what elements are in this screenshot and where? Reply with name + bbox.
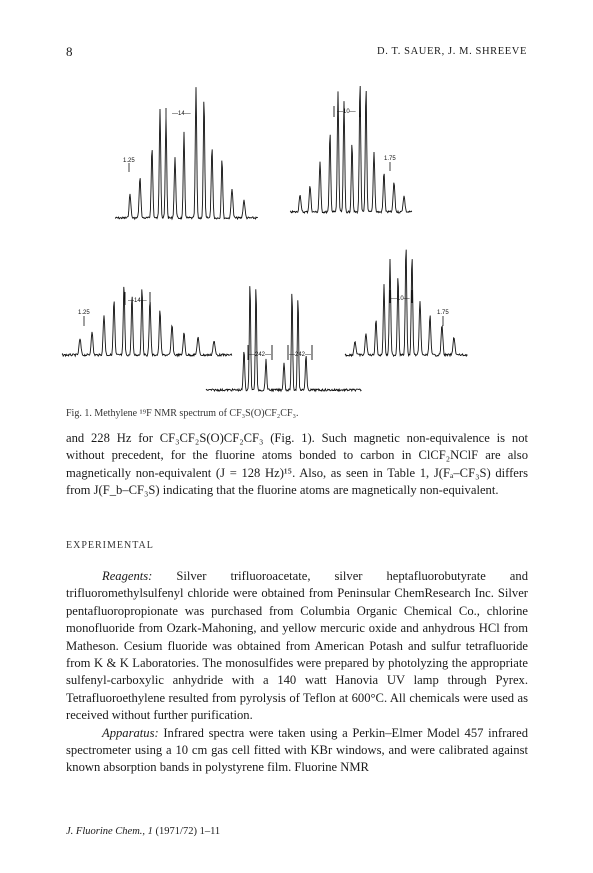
label-top-right-coupling: —10— xyxy=(337,109,356,115)
journal-volume: 1 xyxy=(147,826,153,837)
label-mid-left-ratio: 1.25 xyxy=(78,310,90,316)
journal-footer xyxy=(66,826,220,837)
label-top-left-coupling: —14— xyxy=(172,111,191,117)
apparatus-text: Infrared spectra were taken using a Perkin–Elmer Model 457 infrared spectrometer using a 10 cm gas cell fitted with KBr windows, and were calibrated against known absorption bands in polystyrene film. Fluorine NMR xyxy=(66,725,528,775)
label-center-left-coupling: —242— xyxy=(249,352,272,358)
spectrum-trace-center xyxy=(206,286,361,391)
journal-pages: (1971/72) 1–11 xyxy=(155,826,221,837)
label-mid-left-coupling: —14— xyxy=(128,298,147,304)
figure-caption: Fig. 1. Methylene ¹⁹F NMR spectrum of CF₃S(O)CF₂CF₃. xyxy=(66,408,299,419)
reagents-text: Silver trifluoroacetate, silver heptafluorobutyrate and trifluoromethylsulfenyl chloride were obtained from Peninsular ChemResearch Inc. Silver pentafluoropropionate was purchased from Columbia Organic Chemical Co., chlorine monofluoride from Ozark-Mahoning, and yellow mercuric oxide and anhydrous HCl from Matheson. Cesium fluoride was obtained from American Potash and sulfur tetrafluoride from K & K Laboratories. The monosulfides were prepared by photolyzing the appropriate sulfenyl-carboxylic anhydride with a 140 watt Hanovia UV lamp through Pyrex. Tetrafluoroethylene resulted from pyrolysis of Teflon at 600°C. All chemicals were used as received without further purification. xyxy=(66,569,528,723)
paragraph-text: and 228 Hz for CF₃CF₂S(O)CF₂CF₃ (Fig. 1). Such magnetic non-equivalence is not without precedent, for the fluorine atoms bonded to carbon in ClCF₂NClF are also magnetically non-equivalent (J = 128 Hz)¹⁵. Also, as seen in Table 1, J(Fₐ–CF₃S) differs from J(F_b–CF₃S) indicating that the fluorine atoms are magnetically non-equivalent. xyxy=(66,431,528,498)
apparatus-label: Apparatus: xyxy=(102,725,159,740)
reagents-label: Reagents: xyxy=(102,569,153,583)
section-heading-experimental: EXPERIMENTAL xyxy=(66,540,154,551)
label-top-left-ratio: 1.25 xyxy=(123,158,135,164)
page-number: 8 xyxy=(66,44,73,59)
journal-name: J. Fluorine Chem., xyxy=(66,826,146,837)
label-mid-right-ratio: 1.75 xyxy=(437,310,449,316)
paragraph-reagents xyxy=(66,568,528,777)
label-center-right-coupling: —242— xyxy=(289,352,312,358)
spectrum-trace-top-left xyxy=(115,87,258,219)
paragraph-nonequivalence xyxy=(66,430,528,500)
spectrum-trace-mid-left xyxy=(62,287,232,356)
spectrum-trace-mid-right xyxy=(345,250,467,357)
label-mid-right-coupling: —10— xyxy=(391,296,410,302)
label-top-right-ratio: 1.75 xyxy=(384,156,396,162)
running-header-authors: D. T. SAUER, J. M. SHREEVE xyxy=(377,46,527,57)
spectrum-trace-top-right xyxy=(290,86,412,213)
